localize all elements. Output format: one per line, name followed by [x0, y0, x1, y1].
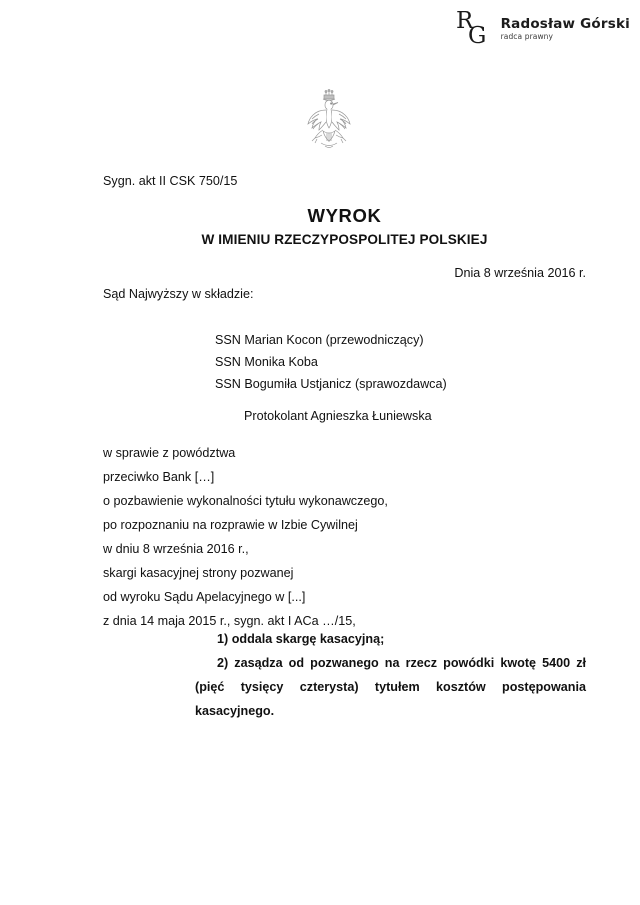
polish-eagle-coat-of-arms-icon: [299, 88, 359, 160]
ruling-section: [195, 627, 586, 747]
page-title: WYROK: [307, 205, 382, 226]
case-description-line: w dniu 8 września 2016 r.,: [103, 542, 249, 556]
case-description-line: od wyroku Sądu Apelacyjnego w [...]: [103, 590, 306, 604]
ruling-item: 2) zasądza od pozwanego na rzecz powódki kwotę 5400 zł (pięć tysięcy czterysta) tytułem kosztów postępowania kasacyjnego.: [195, 656, 586, 718]
case-description-line: o pozbawienie wykonalności tytułu wykonawczego,: [103, 494, 388, 508]
judge-entry: SSN Monika Koba: [215, 355, 318, 369]
judge-entry: SSN Bogumiła Ustjanicz (sprawozdawca): [215, 377, 447, 391]
letterhead: [456, 9, 630, 49]
court-recorder: Protokolant Agnieszka Łuniewska: [244, 409, 432, 423]
svg-text:G: G: [467, 23, 486, 49]
court-composition-label: Sąd Najwyższy w składzie:: [103, 287, 254, 301]
svg-text:R: R: [455, 9, 473, 34]
ruling-item: 1) oddala skargę kasacyjną;: [217, 632, 385, 646]
firm-identity: [501, 17, 630, 41]
page-subtitle: W IMIENIU RZECZYPOSPOLITEJ POLSKIEJ: [201, 232, 488, 247]
rg-monogram-icon: [456, 9, 494, 49]
case-description-line: w sprawie z powództwa: [103, 446, 236, 460]
judge-entry: SSN Marian Kocon (przewodniczący): [215, 333, 424, 347]
firm-subtitle: radca prawny: [500, 32, 554, 42]
judgment-date: Dnia 8 września 2016 r.: [454, 266, 586, 280]
case-description: [103, 441, 388, 633]
case-description-line: z dnia 14 maja 2015 r., sygn. akt I ACa …/15,: [103, 614, 356, 628]
case-description-line: przeciwko Bank […]: [103, 470, 215, 484]
firm-name: Radosław Górski: [500, 15, 630, 32]
case-description-line: skargi kasacyjnej strony pozwanej: [103, 566, 294, 580]
case-description-line: po rozpoznaniu na rozprawie w Izbie Cywilnej: [103, 518, 358, 532]
judges-list: [215, 329, 447, 395]
case-number: Sygn. akt II CSK 750/15: [103, 174, 238, 188]
